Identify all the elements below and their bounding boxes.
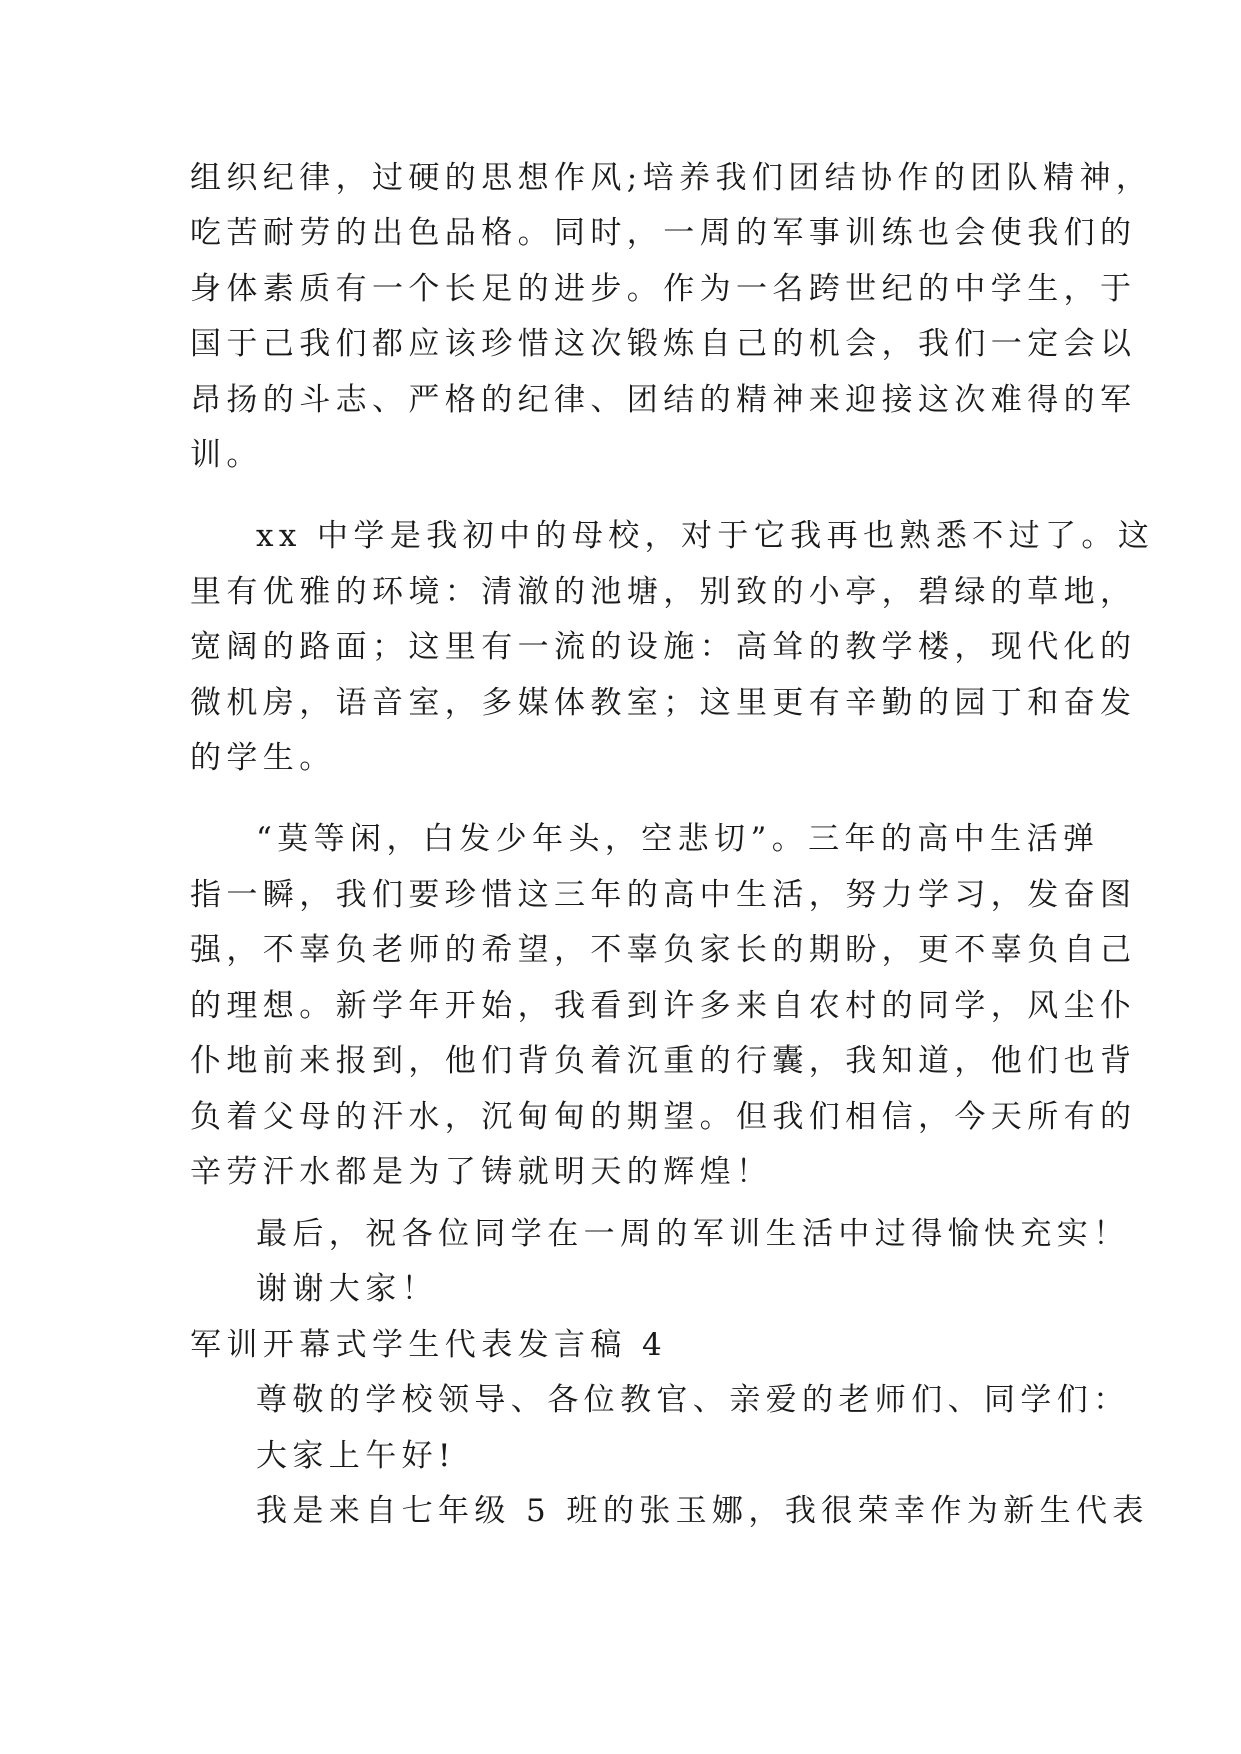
text-line: “莫等闲，白发少年头，空悲切”。三年的高中生活弹	[256, 821, 1100, 857]
text-line: xx 中学是我初中的母校，对于它我再也熟悉不过了。这	[256, 518, 1155, 554]
text-line: 的理想。新学年开始，我看到许多来自农村的同学，风尘仆	[190, 988, 1137, 1024]
text-line: 最后，祝各位同学在一周的军训生活中过得愉快充实！	[256, 1216, 1130, 1252]
text-line: 微机房，语音室，多媒体教室；这里更有辛勤的园丁和奋发	[190, 685, 1137, 721]
text-line: 宽阔的路面；这里有一流的设施：高耸的教学楼，现代化的	[190, 629, 1137, 665]
text-line: 训。	[190, 437, 263, 473]
text-line: 负着父母的汗水，沉甸甸的期望。但我们相信，今天所有的	[190, 1099, 1137, 1135]
text-line: 昂扬的斗志、严格的纪律、团结的精神来迎接这次难得的军	[190, 382, 1137, 418]
section-heading: 军训开幕式学生代表发言稿 4	[190, 1327, 668, 1363]
text-line: 吃苦耐劳的出色品格。同时，一周的军事训练也会使我们的	[190, 215, 1137, 251]
text-line: 我是来自七年级 5 班的张玉娜，我很荣幸作为新生代表	[256, 1493, 1149, 1529]
text-line: 大家上午好!	[256, 1438, 456, 1474]
text-line: 国于己我们都应该珍惜这次锻炼自己的机会，我们一定会以	[190, 326, 1137, 362]
text-line: 组织纪律，过硬的思想作风;培养我们团结协作的团队精神，	[190, 160, 1153, 196]
text-line: 身体素质有一个长足的进步。作为一名跨世纪的中学生，于	[190, 271, 1137, 307]
text-line: 仆地前来报到，他们背负着沉重的行囊，我知道，他们也背	[190, 1043, 1137, 1079]
text-line: 强，不辜负老师的希望，不辜负家长的期盼，更不辜负自己	[190, 932, 1137, 968]
text-line: 的学生。	[190, 740, 336, 776]
text-line: 谢谢大家！	[256, 1271, 438, 1307]
text-line: 里有优雅的环境：清澈的池塘，别致的小亭，碧绿的草地，	[190, 574, 1137, 610]
text-line: 辛劳汗水都是为了铸就明天的辉煌！	[190, 1154, 773, 1190]
text-line: 指一瞬，我们要珍惜这三年的高中生活，努力学习，发奋图	[190, 877, 1137, 913]
text-line: 尊敬的学校领导、各位教官、亲爱的老师们、同学们：	[256, 1382, 1130, 1418]
